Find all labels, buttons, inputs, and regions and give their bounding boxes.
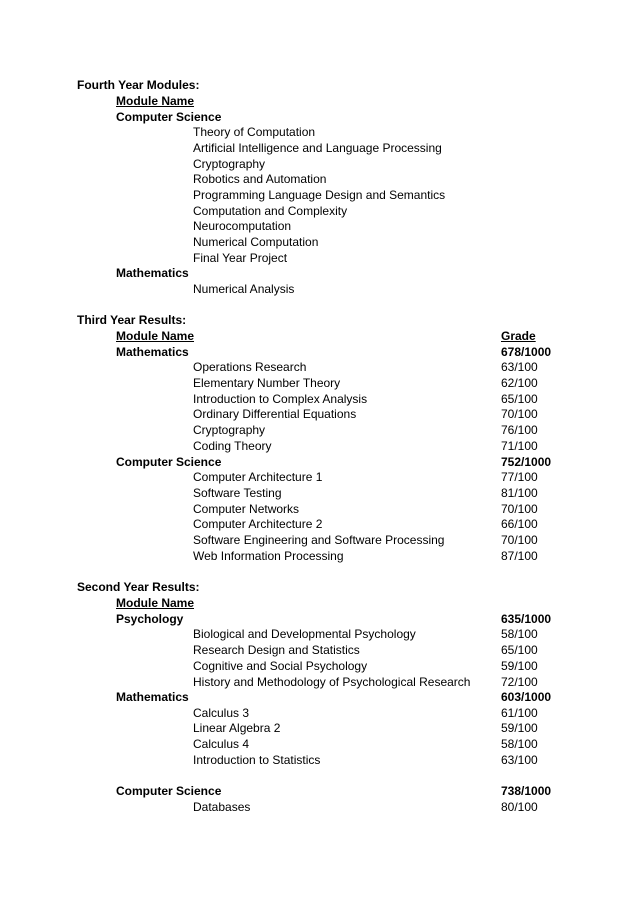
- third-year-heading: Third Year Results:: [77, 313, 187, 327]
- module-grade: 59/100: [501, 659, 538, 673]
- fourth-year-heading: Fourth Year Modules:: [77, 78, 200, 92]
- module-name-label: Module Name: [116, 94, 195, 108]
- module-name: Numerical Analysis: [193, 282, 295, 296]
- subject-label: Psychology: [116, 612, 184, 626]
- module-grade: 70/100: [501, 502, 538, 516]
- subject-label: Mathematics: [116, 266, 189, 280]
- module-name: Theory of Computation: [193, 125, 316, 139]
- module-name: Elementary Number Theory: [193, 376, 341, 390]
- module-name: History and Methodology of Psychological Research: [193, 675, 471, 689]
- second-year-heading: Second Year Results:: [77, 580, 200, 594]
- module-name: Databases: [193, 800, 251, 814]
- module-grade: 62/100: [501, 376, 538, 390]
- subject-label: Mathematics: [116, 345, 189, 359]
- module-name: Cryptography: [193, 423, 266, 437]
- module-grade: 58/100: [501, 737, 538, 751]
- subject-label: Computer Science: [116, 455, 222, 469]
- module-grade: 65/100: [501, 643, 538, 657]
- module-name: Cryptography: [193, 157, 266, 171]
- module-name: Web Information Processing: [193, 549, 344, 563]
- module-name: Neurocomputation: [193, 219, 292, 233]
- module-name: Numerical Computation: [193, 235, 319, 249]
- subject-label: Computer Science: [116, 110, 222, 124]
- module-grade: 80/100: [501, 800, 538, 814]
- module-name-label: Module Name: [116, 596, 195, 610]
- subject-total: 635/1000: [501, 612, 552, 626]
- module-grade: 63/100: [501, 360, 538, 374]
- module-grade: 65/100: [501, 392, 538, 406]
- module-grade: 63/100: [501, 753, 538, 767]
- module-name: Coding Theory: [193, 439, 272, 453]
- module-name: Operations Research: [193, 360, 307, 374]
- module-grade: 71/100: [501, 439, 538, 453]
- module-grade: 70/100: [501, 407, 538, 421]
- subject-total: 738/1000: [501, 784, 552, 798]
- module-name: Biological and Developmental Psychology: [193, 627, 416, 641]
- subject-total: 678/1000: [501, 345, 552, 359]
- module-grade: 81/100: [501, 486, 538, 500]
- module-name: Computer Networks: [193, 502, 300, 516]
- module-grade: 61/100: [501, 706, 538, 720]
- module-name: Ordinary Differential Equations: [193, 407, 357, 421]
- module-name: Cognitive and Social Psychology: [193, 659, 368, 673]
- module-name: Computer Architecture 2: [193, 517, 323, 531]
- subject-total: 752/1000: [501, 455, 552, 469]
- module-grade: 76/100: [501, 423, 538, 437]
- module-name: Software Testing: [193, 486, 282, 500]
- module-name: Software Engineering and Software Processing: [193, 533, 445, 547]
- module-name: Final Year Project: [193, 251, 288, 265]
- module-name: Computer Architecture 1: [193, 470, 323, 484]
- grade-label: Grade: [501, 329, 536, 343]
- module-grade: 77/100: [501, 470, 538, 484]
- module-name: Artificial Intelligence and Language Processing: [193, 141, 442, 155]
- module-name: Programming Language Design and Semantics: [193, 188, 446, 202]
- module-name: Linear Algebra 2: [193, 721, 281, 735]
- module-grade: 59/100: [501, 721, 538, 735]
- module-name: Calculus 3: [193, 706, 250, 720]
- module-name: Introduction to Complex Analysis: [193, 392, 368, 406]
- subject-total: 603/1000: [501, 690, 552, 704]
- module-grade: 72/100: [501, 675, 538, 689]
- module-name: Robotics and Automation: [193, 172, 327, 186]
- module-grade: 66/100: [501, 517, 538, 531]
- subject-label: Computer Science: [116, 784, 222, 798]
- module-name: Introduction to Statistics: [193, 753, 321, 767]
- module-grade: 87/100: [501, 549, 538, 563]
- module-name-label: Module Name: [116, 329, 195, 343]
- module-grade: 58/100: [501, 627, 538, 641]
- module-name: Calculus 4: [193, 737, 250, 751]
- module-name: Research Design and Statistics: [193, 643, 360, 657]
- subject-label: Mathematics: [116, 690, 189, 704]
- module-name: Computation and Complexity: [193, 204, 348, 218]
- module-grade: 70/100: [501, 533, 538, 547]
